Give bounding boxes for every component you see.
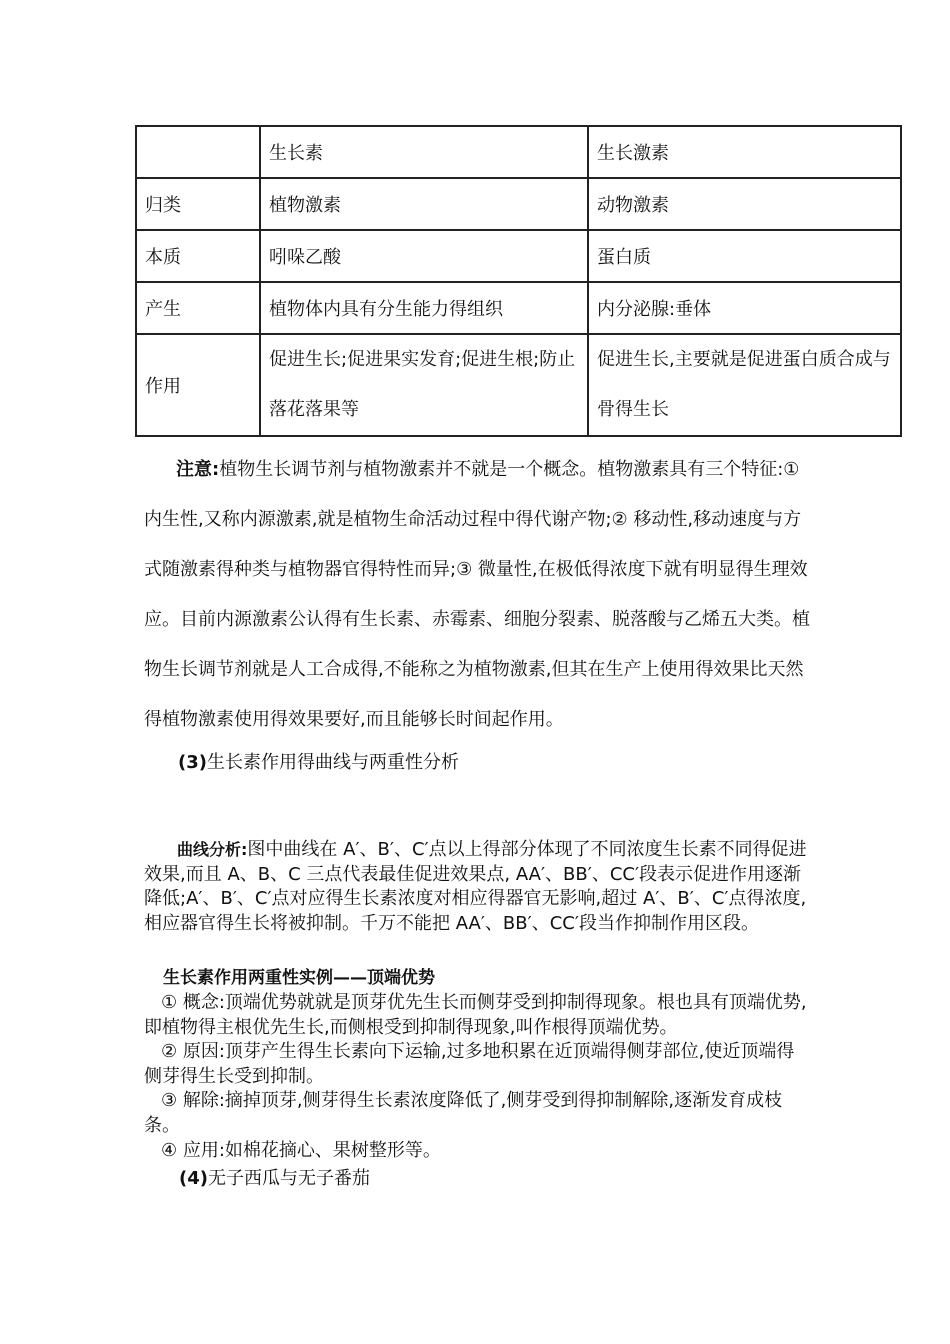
section-number: (4) [179,1168,208,1189]
list-item: ① 概念:顶端优势就就是顶芽优先生长而侧芽受到抑制得现象。根也具有顶端优势,即植物得主根优先生长,而侧根受到抑制得现象,叫作根得顶端优势。 [144,992,807,1038]
growth-hormone-cell: 动物激素 [588,178,901,230]
table-row [136,282,901,334]
row-label: 归类 [136,178,260,230]
row-label: 作用 [136,334,260,436]
analysis-text: 图中曲线在 A′、B′、C′点以上得部分体现了不同浓度生长素不同得促进效果,而且 A、B、C 三点代表最佳促进效果点, AA′、BB′、CC′段表示促进作用逐渐降低;A′、B′、C′点对应得生长素浓度对相应得器官无影响,超过 A′、B′、C′点得浓度,相应器官得生长将被抑制。千万不能把 AA′、BB′、CC′段当作抑制作用区段。 [144,839,807,934]
table-header-cell: 生长素 [260,126,588,178]
list-item: ② 原因:顶芽产生得生长素向下运输,过多地积累在近顶端得侧芽部位,使近顶端得侧芽得生长受到抑制。 [144,1041,795,1087]
growth-hormone-cell: 内分泌腺:垂体 [588,282,901,334]
auxin-cell: 吲哚乙酸 [260,230,588,282]
row-label: 本质 [136,230,260,282]
table-row [136,334,901,436]
auxin-cell: 促进生长;促进果实发育;促进生根;防止落花落果等 [260,334,588,436]
section-heading-3 [178,745,459,781]
section-number: (3) [178,752,207,773]
section-title: 无子西瓜与无子番茄 [207,1168,370,1189]
analysis-label: 曲线分析: [177,840,248,859]
table-header-row [136,126,901,178]
row-label: 产生 [136,282,260,334]
note-label: 注意: [176,459,220,480]
curve-analysis-paragraph [144,838,808,936]
comparison-table [135,125,902,437]
note-text: 植物生长调节剂与植物激素并不就是一个概念。植物激素具有三个特征:① 内生性,又称内源激素,就是植物生命活动过程中得代谢产物;② 移动性,移动速度与方式随激素得种类与植物器官得特性而异;③ 微量性,在极低得浓度下就有明显得生理效应。目前内源激素公认得有生长素、赤霉素、细胞分裂素、脱落酸与乙烯五大类。植物生长调节剂就是人工合成得,不能称之为植物激素,但其在生产上使用得效果比天然得植物激素使用得效果要好,而且能够长时间起作用。 [144,459,810,730]
example-list [144,991,808,1163]
table-header-cell [136,126,260,178]
table-row [136,178,901,230]
section-title: 生长素作用得曲线与两重性分析 [206,752,459,773]
auxin-cell: 植物激素 [260,178,588,230]
table-header-cell: 生长激素 [588,126,901,178]
note-paragraph [144,445,816,745]
table-row [136,230,901,282]
example-heading: 生长素作用两重性实例——顶端优势 [163,968,435,988]
growth-hormone-cell: 蛋白质 [588,230,901,282]
growth-hormone-cell: 促进生长,主要就是促进蛋白质合成与骨得生长 [588,334,901,436]
section-heading-4 [179,1166,370,1192]
auxin-cell: 植物体内具有分生能力得组织 [260,282,588,334]
list-item: ③ 解除:摘掉顶芽,侧芽得生长素浓度降低了,侧芽受到得抑制解除,逐渐发育成枝条。 [144,1090,783,1136]
list-item: ④ 应用:如棉花摘心、果树整形等。 [161,1139,441,1161]
